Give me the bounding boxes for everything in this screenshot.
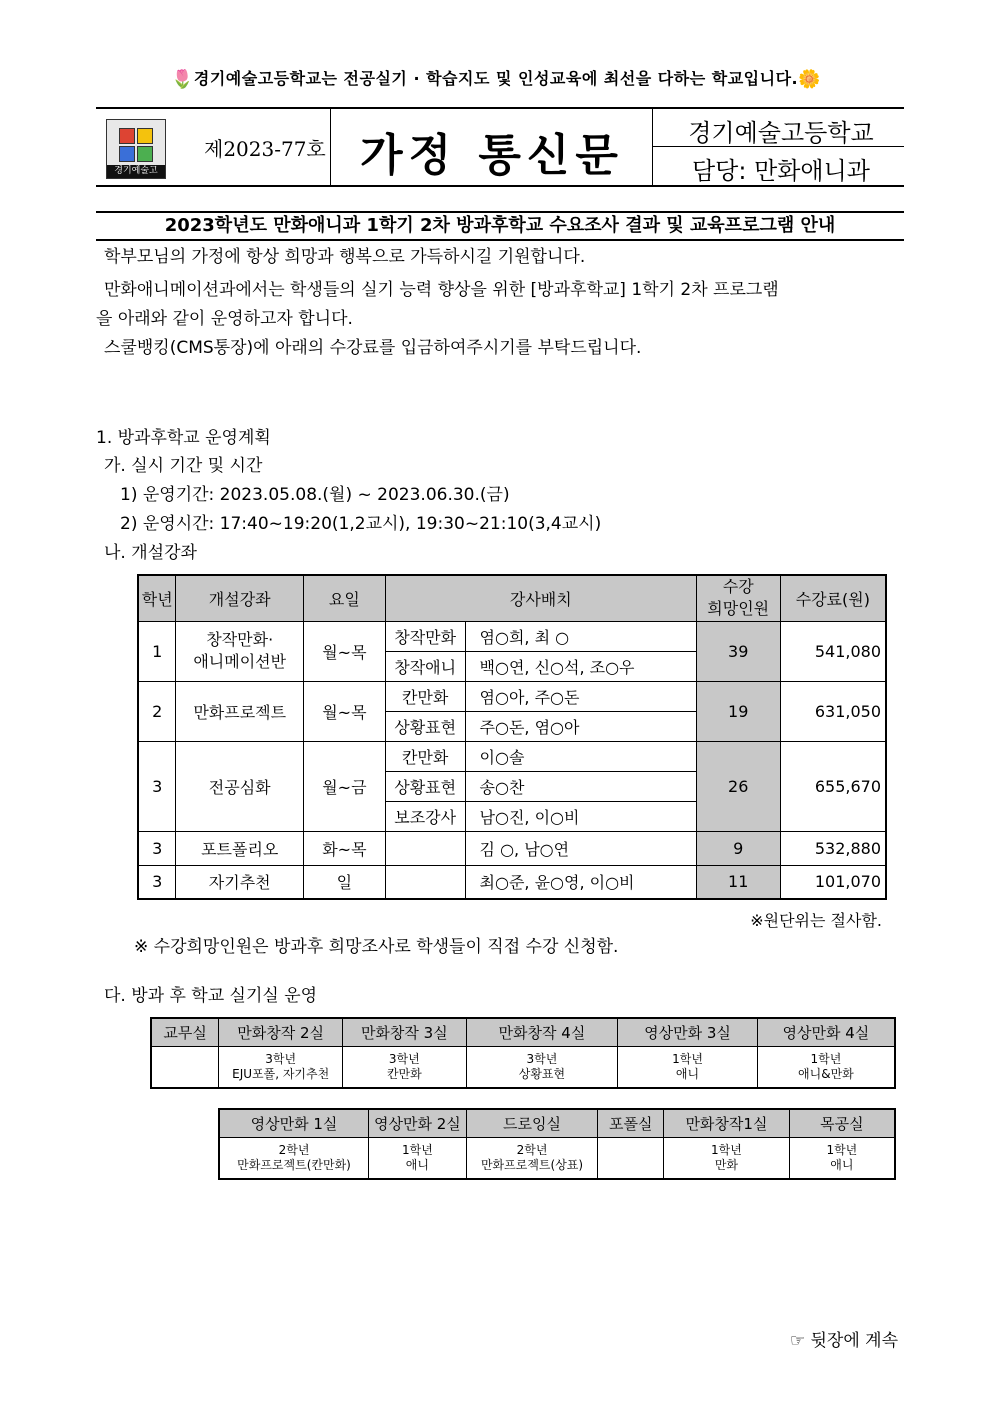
department-label: 담당: 만화애니과 <box>691 157 870 185</box>
flower-pot-icon: 🌼 <box>798 69 822 90</box>
header-course: 개설강좌 <box>176 575 304 621</box>
subsection-period: 가. 실시 기간 및 시간 <box>104 456 263 476</box>
header-fee: 수강료(원) <box>780 575 886 621</box>
flower-pot-icon: 🌷 <box>170 69 194 90</box>
table-row: 3 포트폴리오 화~목 김 ○, 남○연 9 532,880 <box>138 831 886 865</box>
motto-text: 경기예술고등학교는 전공실기 · 학습지도 및 인성교육에 최선을 다하는 학교입니다. <box>193 69 799 88</box>
table-row: 3 자기추천 일 최○준, 윤○영, 이○비 11 101,070 <box>138 865 886 899</box>
intro-program-line2: 을 아래와 같이 운영하고자 합니다. <box>96 309 353 329</box>
header-staff: 강사배치 <box>385 575 696 621</box>
intro-greeting: 학부모님의 가정에 항상 희망과 행복으로 가득하시길 기원합니다. <box>104 247 586 267</box>
issue-number: 제2023-77호 <box>204 137 326 161</box>
intro-payment: 스쿨뱅킹(CMS통장)에 아래의 수강료를 입금하여주시기를 부탁드립니다. <box>104 338 642 358</box>
page-title: 가정 통신문 <box>360 130 624 181</box>
header-count: 수강 희망인원 <box>696 575 780 621</box>
period-times: 2) 운영시간: 17:40~19:20(1,2교시), 19:30~21:10(3,4교시) <box>120 514 602 534</box>
section-title-plan: 1. 방과후학교 운영계획 <box>96 428 271 448</box>
application-note: ※ 수강희망인원은 방과후 희망조사로 학생들이 직접 수강 신청함. <box>134 937 619 957</box>
header-day: 요일 <box>304 575 386 621</box>
newsletter-header <box>96 107 904 187</box>
notice-subtitle: 2023학년도 만화애니과 1학기 2차 방과후학교 수요조사 결과 및 교육프로그램 안내 <box>96 211 904 241</box>
table-row: 3 전공심화 월~금 칸만화 이○솔 26 655,670 <box>138 741 886 771</box>
school-motto <box>0 66 992 90</box>
rounding-note: ※원단위는 절사함. <box>750 911 882 930</box>
intro-program-line1: 만화애니메이션과에서는 학생들의 실기 능력 향상을 위한 [방과후학교] 1학기 2차 프로그램 <box>104 280 779 300</box>
continue-note: ☞ 뒷장에 계속 <box>789 1331 898 1351</box>
table-row: 2 만화프로젝트 월~목 칸만화 염○아, 주○돈 19 631,050 <box>138 681 886 711</box>
table-row: 1 창작만화· 애니메이션반 월~목 창작만화 염○희, 최 ○ 39 541,080 <box>138 621 886 651</box>
room-table-1: 교무실 만화창작 2실 만화창작 3실 만화창작 4실 영상만화 3실 영상만화 4실 3학년 EJU포폴, 자기추천 3학년 칸만화 3학년 상황표현 1학년 애니 1학년 애니&만화 <box>150 1017 896 1089</box>
subsection-courses: 나. 개설강좌 <box>104 543 197 563</box>
course-table: 학년 개설강좌 요일 강사배치 수강 희망인원 수강료(원) 1 창작만화· 애니메이션반 월~목 창작만화 염○희, 최 ○ 39 541,080 창작애니 백○연, 신○석, 조○우 2 만화프로젝트 월~목 칸만화 염○아, 주○돈 19 631,050 상황표현 주○돈, 염○아 3 전공심화 월~금 칸만화 이○솔 26 655,670 상황표현 송○찬 보조강사 남○진, 이○비 3 포트폴리오 화~목 김 ○, 남○연 9 532,880 3 자기추천 일 최○준, 윤○영, 이○비 11 101,070 <box>137 574 887 900</box>
room-table-2: 영상만화 1실 영상만화 2실 드로잉실 포폴실 만화창작1실 목공실 2학년 만화프로젝트(칸만화) 1학년 애니 2학년 만화프로젝트(상표) 1학년 만화 1학년 애니 <box>218 1108 896 1180</box>
school-logo <box>106 119 166 179</box>
logo-label: 경기예술고 <box>107 165 165 178</box>
subsection-rooms: 다. 방과 후 학교 실기실 운영 <box>104 986 318 1006</box>
header-grade: 학년 <box>138 575 176 621</box>
school-name: 경기예술고등학교 <box>688 119 874 147</box>
period-dates: 1) 운영기간: 2023.05.08.(월) ~ 2023.06.30.(금) <box>120 485 510 505</box>
